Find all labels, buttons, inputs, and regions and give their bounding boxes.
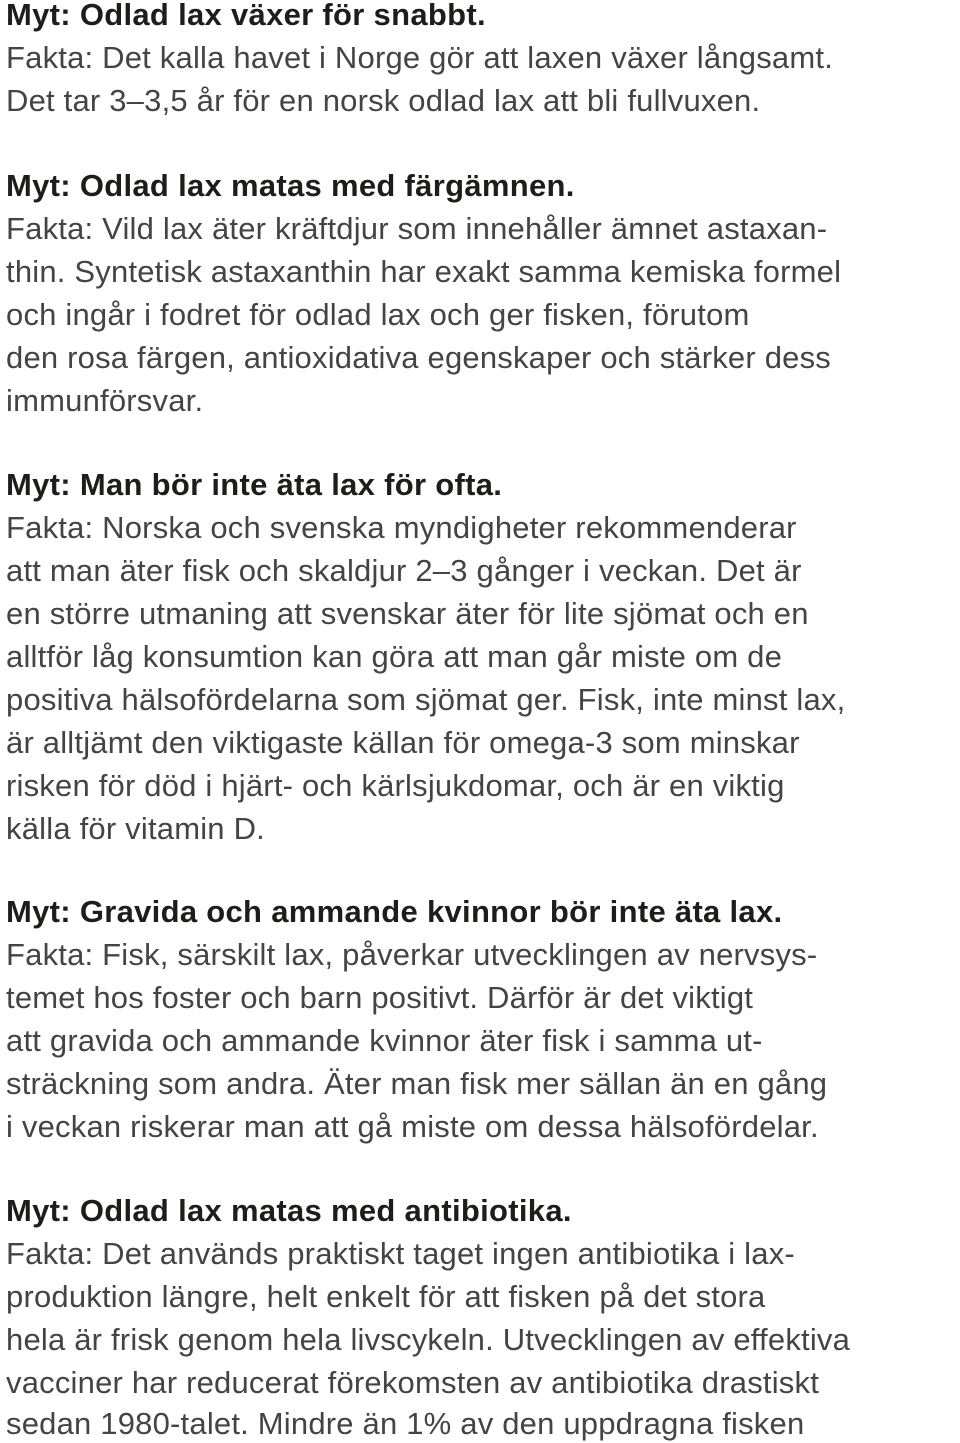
fact-line: sträckning som andra. Äter man fisk mer sällan än en gång	[6, 1066, 828, 1101]
fact-line: Det tar 3–3,5 år för en norsk odlad lax att bli fullvuxen.	[6, 83, 761, 118]
fact-line: Fakta: Det används praktiskt taget ingen antibiotika i lax-	[6, 1236, 795, 1271]
fact-line: Fakta: Vild lax äter kräftdjur som innehåller ämnet astaxan-	[6, 211, 828, 246]
fact-line: att man äter fisk och skaldjur 2–3 gånger i veckan. Det är	[6, 553, 802, 588]
fact-line: källa för vitamin D.	[6, 811, 265, 846]
myth-heading: Myt: Odlad lax matas med färgämnen.	[6, 168, 575, 203]
fact-line: alltför låg konsumtion kan göra att man går miste om de	[6, 639, 783, 674]
fact-line: Fakta: Det kalla havet i Norge gör att laxen växer långsamt.	[6, 40, 834, 75]
fact-line: och ingår i fodret för odlad lax och ger fisken, förutom	[6, 297, 750, 332]
fact-line: den rosa färgen, antioxidativa egenskaper och stärker dess	[6, 340, 831, 375]
fact-line: i veckan riskerar man att gå miste om dessa hälsofördelar.	[6, 1109, 819, 1144]
myth-heading: Myt: Odlad lax växer för snabbt.	[6, 0, 486, 32]
fact-line: Fakta: Norska och svenska myndigheter rekommenderar	[6, 510, 797, 545]
fact-line: vacciner har reducerat förekomsten av antibiotika drastiskt	[6, 1365, 820, 1400]
myth-heading: Myt: Odlad lax matas med antibiotika.	[6, 1193, 572, 1228]
fact-line: sedan 1980-talet. Mindre än 1% av den uppdragna fisken	[6, 1406, 805, 1441]
fact-line: temet hos foster och barn positivt. Därför är det viktigt	[6, 980, 754, 1015]
fact-line: immunförsvar.	[6, 383, 204, 418]
myth-heading: Myt: Man bör inte äta lax för ofta.	[6, 467, 503, 502]
fact-line: Fakta: Fisk, särskilt lax, påverkar utvecklingen av nervsys-	[6, 937, 818, 972]
fact-line: positiva hälsofördelarna som sjömat ger. Fisk, inte minst lax,	[6, 682, 846, 717]
fact-line: risken för död i hjärt- och kärlsjukdomar, och är en viktig	[6, 768, 785, 803]
fact-line: thin. Syntetisk astaxanthin har exakt samma kemiska formel	[6, 254, 842, 289]
fact-line: en större utmaning att svenskar äter för lite sjömat och en	[6, 596, 809, 631]
fact-line: är alltjämt den viktigaste källan för omega-3 som minskar	[6, 725, 800, 760]
fact-line: hela är frisk genom hela livscykeln. Utvecklingen av effektiva	[6, 1322, 851, 1357]
myth-heading: Myt: Gravida och ammande kvinnor bör inte äta lax.	[6, 894, 783, 929]
fact-line: produktion längre, helt enkelt för att fisken på det stora	[6, 1279, 766, 1314]
fact-line: att gravida och ammande kvinnor äter fisk i samma ut-	[6, 1023, 763, 1058]
